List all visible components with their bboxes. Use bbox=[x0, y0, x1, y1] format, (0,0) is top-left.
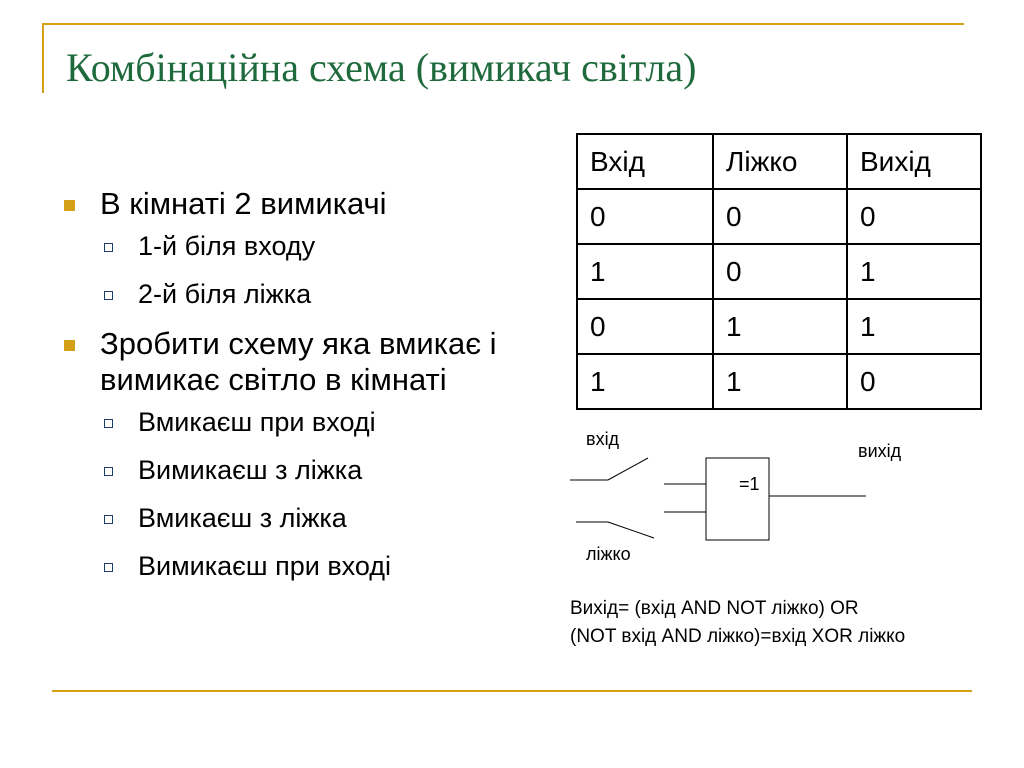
decor-bottom-line bbox=[52, 690, 972, 692]
table-header-cell: Вихід bbox=[847, 134, 981, 189]
decor-vertical-line bbox=[42, 23, 44, 93]
table-header-row bbox=[577, 134, 981, 189]
table-cell: 0 bbox=[847, 189, 981, 244]
sub-bullet-text: Вмикаєш при вході bbox=[138, 407, 376, 437]
sub-bullet-item bbox=[62, 230, 532, 262]
sub-bullet-text: 2-й біля ліжка bbox=[138, 279, 312, 309]
table-row bbox=[577, 354, 981, 409]
table-cell: 1 bbox=[847, 244, 981, 299]
output-label: вихід bbox=[858, 441, 902, 461]
table-cell: 0 bbox=[713, 244, 847, 299]
slide-title: Комбінаційна схема (вимикач світла) bbox=[66, 45, 697, 90]
gate-label: =1 bbox=[739, 474, 760, 494]
sub-bullet-text: 1-й біля входу bbox=[138, 231, 316, 261]
sub-bullet-item bbox=[62, 550, 532, 582]
switch1-lever bbox=[608, 458, 648, 480]
formula-line: (NOT вхід AND ліжко)=вхід XOR ліжко bbox=[570, 626, 906, 647]
table-cell: 0 bbox=[847, 354, 981, 409]
table-cell: 0 bbox=[577, 189, 713, 244]
table-cell: 0 bbox=[577, 299, 713, 354]
input1-label: вхід bbox=[586, 429, 620, 449]
table-row bbox=[577, 244, 981, 299]
switch2-lever bbox=[608, 522, 654, 538]
table-cell: 1 bbox=[847, 299, 981, 354]
sub-bullet-box-icon bbox=[104, 563, 113, 572]
bullet-square-icon bbox=[64, 200, 75, 211]
table-header-cell: Ліжко bbox=[713, 134, 847, 189]
table-row bbox=[577, 299, 981, 354]
table-row bbox=[577, 189, 981, 244]
bullet-square-icon bbox=[64, 340, 75, 351]
bullet-item bbox=[62, 326, 532, 398]
table-cell: 1 bbox=[713, 299, 847, 354]
sub-bullet-item bbox=[62, 406, 532, 438]
sub-bullet-text: Вимикаєш з ліжка bbox=[138, 455, 363, 485]
bullet-item bbox=[62, 186, 532, 222]
sub-bullet-item bbox=[62, 454, 532, 486]
sub-bullet-box-icon bbox=[104, 243, 113, 252]
input2-label: ліжко bbox=[586, 544, 631, 564]
xor-gate-box bbox=[706, 458, 769, 540]
table-cell: 1 bbox=[577, 354, 713, 409]
formula-block bbox=[570, 595, 905, 651]
sub-bullet-box-icon bbox=[104, 291, 113, 300]
bullet-text: В кімнаті 2 вимикачі bbox=[100, 186, 387, 221]
table-cell: 1 bbox=[713, 354, 847, 409]
formula-line: Вихід= (вхід AND NOT ліжко) OR bbox=[570, 598, 859, 619]
sub-bullet-box-icon bbox=[104, 467, 113, 476]
bullet-list bbox=[62, 186, 532, 598]
truth-table bbox=[576, 133, 982, 410]
sub-bullet-box-icon bbox=[104, 515, 113, 524]
table-header-cell: Вхід bbox=[577, 134, 713, 189]
xor-circuit-diagram bbox=[560, 420, 940, 580]
sub-bullet-item bbox=[62, 278, 532, 310]
bullet-text: Зробити схему яка вмикає і вимикає світло в кімнаті bbox=[100, 326, 497, 397]
decor-top-line bbox=[42, 23, 964, 25]
sub-bullet-box-icon bbox=[104, 419, 113, 428]
sub-bullet-text: Вмикаєш з ліжка bbox=[138, 503, 347, 533]
table-cell: 1 bbox=[577, 244, 713, 299]
table-cell: 0 bbox=[713, 189, 847, 244]
sub-bullet-item bbox=[62, 502, 532, 534]
sub-bullet-text: Вимикаєш при вході bbox=[138, 551, 392, 581]
